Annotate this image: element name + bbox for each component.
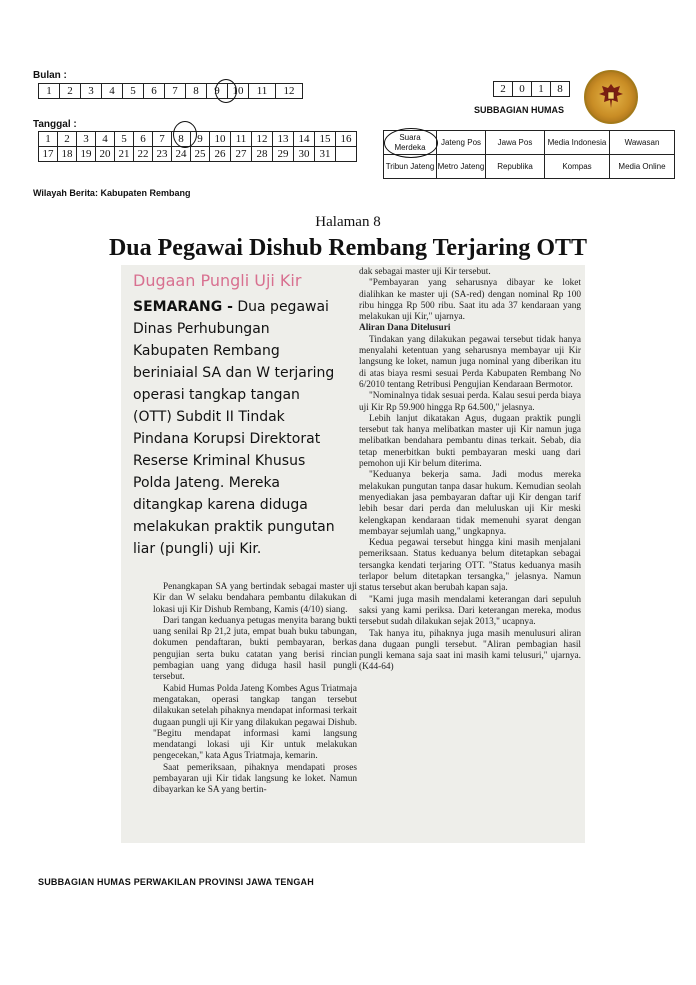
month-cell-selected: 10 — [228, 84, 249, 99]
day-cell: 25 — [191, 147, 210, 162]
day-cell: 31 — [315, 147, 336, 162]
day-cell: 28 — [252, 147, 273, 162]
media-cell-selected: Suara Merdeka — [384, 131, 437, 155]
media-cell: Kompas — [545, 155, 610, 179]
day-cell: 19 — [77, 147, 96, 162]
tanggal-label: Tanggal : — [33, 119, 77, 130]
month-cell: 6 — [144, 84, 165, 99]
media-cell: Jawa Pos — [486, 131, 545, 155]
month-cell: 9 — [207, 84, 228, 99]
day-cell-selected: 8 — [172, 132, 191, 147]
media-cell: Media Indonesia — [545, 131, 610, 155]
body-paragraph: Dari tangan keduanya petugas menyita barang bukti uang senilai Rp 21,2 juta, empat buah buku tabungan, dokumen pendaftaran, bukti pembayaran, berkas pengujian serta buku catatan yang berisi rincian pembagian uang yang diduga hasil hasil pungli tersebut. — [153, 615, 357, 683]
year-digit: 1 — [532, 82, 551, 97]
day-cell: 11 — [231, 132, 252, 147]
day-cell: 1 — [39, 132, 58, 147]
day-cell: 15 — [315, 132, 336, 147]
body-paragraph: Tak hanya itu, pihaknya juga masih menulusuri aliran dana dugaan pungli tersebut. "Aliran pembagian hasil pungli kemana saja saat ini masih kami telusuri," ujarnya. (K44-64) — [359, 628, 581, 673]
day-cell: 23 — [153, 147, 172, 162]
day-cell: 13 — [273, 132, 294, 147]
day-cell: 5 — [115, 132, 134, 147]
lead-line: ditangkap karena diduga — [133, 497, 308, 513]
selected-media-circle — [384, 128, 438, 158]
day-cell: 24 — [172, 147, 191, 162]
garuda-emblem-icon — [584, 70, 638, 124]
lead-line: Dua pegawai — [237, 299, 329, 315]
day-cell: 14 — [294, 132, 315, 147]
footer-text: SUBBAGIAN HUMAS PERWAKILAN PROVINSI JAWA TENGAH — [38, 877, 314, 887]
day-cell: 17 — [39, 147, 58, 162]
wilayah-label: Wilayah Berita: Kabupaten Rembang — [33, 188, 191, 198]
day-cell: 4 — [96, 132, 115, 147]
month-cell: 8 — [186, 84, 207, 99]
day-cell: 18 — [58, 147, 77, 162]
body-paragraph: Kabid Humas Polda Jateng Kombes Agus Triatmaja mengatakan, operasi tangkap tangan tersebut dilakukan setelah pihaknya mendapat informasi terkait dugaan pungli uji Kir yang dilakukan pegawai Dishub. "Begitu mendapat informasi kami langsung mendatangi lokasi uji Kir untuk melakukan pengecekan," kata Agus Triatmaja, kemarin. — [153, 683, 357, 762]
month-grid — [38, 83, 303, 99]
month-cell: 1 — [39, 84, 60, 99]
day-cell: 16 — [336, 132, 357, 147]
media-cell: Jateng Pos — [437, 131, 486, 155]
lead-line: Dinas Perhubungan — [133, 321, 270, 337]
lead-line: Polda Jateng. Mereka — [133, 475, 280, 491]
month-cell: 12 — [276, 84, 303, 99]
day-cell: 12 — [252, 132, 273, 147]
body-paragraph: Penangkapan SA yang bertindak sebagai master uji Kir dan W selaku bendahara pembantu dilakukan di lokasi uji Kir Dishub Rembang, Kamis (4/10) siang. — [153, 582, 357, 615]
day-cell — [336, 147, 357, 162]
body-paragraph: "Kami juga masih mendalami keterangan dari sepuluh saksi yang kami periksa. Dari keterangan mereka, modus tersebut sudah dilakukan sejak 2013," ucapnya. — [359, 594, 581, 628]
lead-line: Kabupaten Rembang — [133, 343, 280, 359]
day-cell: 22 — [134, 147, 153, 162]
day-cell: 30 — [294, 147, 315, 162]
day-cell: 3 — [77, 132, 96, 147]
year-digit: 8 — [551, 82, 570, 97]
month-cell: 2 — [60, 84, 81, 99]
month-cell: 5 — [123, 84, 144, 99]
department-label: SUBBAGIAN HUMAS — [474, 105, 564, 115]
month-cell: 3 — [81, 84, 102, 99]
day-cell: 6 — [134, 132, 153, 147]
lead-line: Reserse Kriminal Khusus — [133, 453, 306, 469]
lead-line: beriniaial SA dan W terjaring — [133, 365, 335, 381]
day-grid — [38, 131, 357, 162]
lead-line: operasi tangkap tangan — [133, 387, 300, 403]
year-digit: 0 — [513, 82, 532, 97]
body-paragraph: Kedua pegawai tersebut hingga kini masih menjalani pemeriksaan. Status keduanya belum ditetapkan sebagai tersangka kendati terjaring OTT. "Status keduanya masih terlapor belum ditetapkan tersangka," jelasnya. Namun status tersebut akan berubah kapan saja. — [359, 538, 581, 594]
lead-line: liar (pungli) uji Kir. — [133, 541, 262, 557]
selected-day-circle — [173, 121, 197, 148]
month-cell: 11 — [249, 84, 276, 99]
page-label: Halaman 8 — [315, 214, 381, 230]
year-digit: 2 — [494, 82, 513, 97]
day-cell: 26 — [210, 147, 231, 162]
bulan-label: Bulan : — [33, 70, 67, 81]
day-cell: 20 — [96, 147, 115, 162]
kicker: Dugaan Pungli Uji Kir — [133, 271, 302, 290]
day-cell: 9 — [191, 132, 210, 147]
lead-line: melakukan praktik pungutan — [133, 519, 335, 535]
body-paragraph: Lebih lanjut dikatakan Agus, dugaan praktik pungli tersebut tak hanya melibatkan master uji Kir namun juga melibatkan bendahara pembantu dinas terkait. Sebab, dia tetap menerbitkan bukti pembayaran meski uang dari pemohon uji Kir belum diterima. — [359, 413, 581, 470]
media-cell: Tribun Jateng — [384, 155, 437, 179]
day-cell: 21 — [115, 147, 134, 162]
lead-line: Pindana Korupsi Direktorat — [133, 431, 321, 447]
headline: Dua Pegawai Dishub Rembang Terjaring OTT — [108, 235, 588, 261]
body-paragraph: "Pembayaran yang seharusnya dibayar ke loket dialihkan ke master uji (SA-red) dengan nominal Rp 100 ribu hingga Rp 500 ribu. Saat itu ada 37 kendaraan yang melakukan uji Kir," ujarnya. — [359, 278, 581, 323]
year-grid — [493, 81, 570, 97]
body-paragraph: Saat pemeriksaan, pihaknya mendapati proses pembayaran uji Kir tidak langsung ke loket. Namun dibayarkan ke SA yang bertin- — [153, 762, 357, 796]
body-paragraph: Tindakan yang dilakukan pegawai tersebut tidak hanya menyalahi ketentuan yang seharusnya membayar uji Kir langsung ke loket, namun juga nominal yang diberikan itu di atas biaya resmi sesuai Perda Kabupaten Rembang No 6/2010 tentang Retribusi Pengujian Kendaraan Bermotor. — [359, 334, 581, 390]
media-cell: Wawasan — [610, 131, 675, 155]
day-cell: 10 — [210, 132, 231, 147]
selected-month-circle — [215, 79, 237, 103]
body-continuation: dak sebagai master uji Kir tersebut. — [359, 267, 491, 277]
dateline: SEMARANG - — [133, 299, 233, 315]
day-cell: 29 — [273, 147, 294, 162]
lead-line: (OTT) Subdit II Tindak — [133, 409, 285, 425]
subheading: Aliran Dana Ditelusuri — [359, 323, 451, 334]
day-cell: 7 — [153, 132, 172, 147]
media-cell: Metro Jateng — [437, 155, 486, 179]
media-cell: Media Online — [610, 155, 675, 179]
day-cell: 27 — [231, 147, 252, 162]
month-cell: 4 — [102, 84, 123, 99]
lead-paragraph — [133, 296, 357, 560]
body-paragraph: "Nominalnya tidak sesuai perda. Kalau sesui perda biaya uji Kir Rp 59.900 hingga Rp 64.500," jelasnya. — [359, 391, 581, 413]
body-paragraph: "Keduanya bekerja sama. Jadi modus mereka melakukan pungutan tanpa dasar hukum. Kemudian seolah menyediakan jasa pembayaran daftar uji Kir dengan tarif lebih besar dari perda dan meluluskan uji Kir meski kelengkapan kendaraan tidak memenuhi syarat dengan membayar sejumlah uang," ungkapnya. — [359, 470, 581, 537]
month-cell: 7 — [165, 84, 186, 99]
newspaper-clipping — [121, 265, 585, 843]
day-cell: 2 — [58, 132, 77, 147]
media-cell: Republika — [486, 155, 545, 179]
